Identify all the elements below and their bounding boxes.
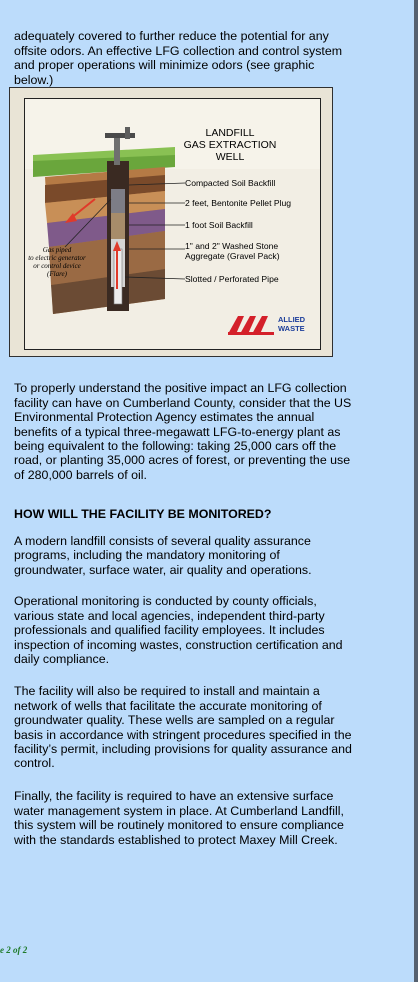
- callout-gravel-pack: 1" and 2" Washed Stone Aggregate (Gravel Pack): [185, 241, 280, 261]
- figure-title: LANDFILL GAS EXTRACTION WELL: [183, 127, 277, 163]
- surface-water-paragraph: Finally, the facility is required to have an extensive surface water management system in place. At Cumberland Landfill, this system will be routinely monitored to ensure compliance with the standards established to protect Maxey Mill Creek.: [14, 789, 344, 847]
- right-border-rail: [414, 0, 418, 982]
- callout-perforated-pipe: Slotted / Perforated Pipe: [185, 274, 279, 284]
- callout-compacted-soil: Compacted Soil Backfill: [185, 178, 276, 188]
- callout-bentonite-plug: 2 feet, Bentonite Pellet Plug: [185, 198, 292, 208]
- page-number: e 2 of 2: [0, 945, 28, 955]
- intro-paragraph: adequately covered to further reduce the potential for any offsite odors. An effective LFG collection and control system and proper operations will minimize odors (see graphic below.): [14, 29, 343, 87]
- operational-paragraph: Operational monitoring is conducted by county officials, various state and local agencies, independent third-party professionals and qualified facility employees. It includes inspection of incoming wastes, construction certification and daily compliance.: [14, 594, 343, 667]
- callout-soil-backfill: 1 foot Soil Backfill: [185, 220, 253, 230]
- allied-waste-logo: [228, 314, 306, 336]
- gas-piped-note: Gas piped to electric generator or control device (Flare): [28, 246, 86, 278]
- landfill-gas-well-figure: [9, 87, 333, 357]
- benefits-paragraph: To properly understand the positive impact an LFG collection facility can have on Cumberland County, consider that the US Environmental Protection Agency estimates the annual benefits of a typical three-megawatt LFG-to-energy plant as being equivalent to the following: taking 25,000 cars off the road, or planting 35,000 acres of forest, or preventing the use of 280,000 barrels of oil.: [14, 381, 352, 482]
- monitoring-section: [14, 507, 352, 589]
- programs-paragraph: A modern landfill consists of several quality assurance programs, including the mandatory monitoring of groundwater, surface water, air quality and operations.: [14, 533, 312, 577]
- allied-waste-logo-text: ALLIED WASTE: [278, 315, 306, 333]
- allied-waste-logo-mark: [228, 314, 274, 336]
- wells-paragraph: The facility will also be required to install and maintain a network of wells that facilitate the accurate monitoring of groundwater quality. These wells are sampled on a regular basis in accordance with stringent procedures specified in the facility’s permit, including provisions for quality assurance and control.: [14, 684, 352, 771]
- monitoring-heading: HOW WILL THE FACILITY BE MONITORED?: [14, 507, 272, 521]
- figure-panel: [24, 98, 321, 350]
